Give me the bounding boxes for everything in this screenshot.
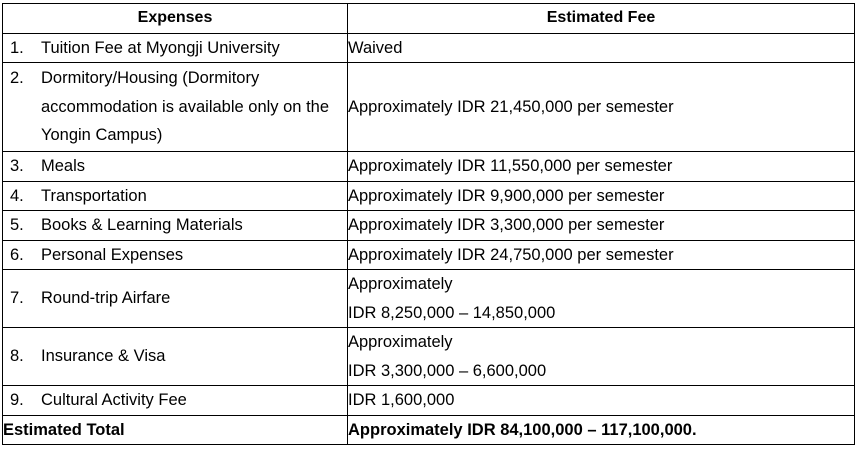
fee-line: IDR 8,250,000 – 14,850,000 [348, 303, 556, 322]
expense-cell [3, 386, 348, 416]
total-row [3, 415, 855, 445]
expense-label: Transportation [41, 186, 147, 205]
header-row [3, 4, 855, 34]
fee-line: Approximately IDR 3,300,000 per semester [348, 216, 665, 234]
expense-cell [3, 328, 348, 386]
expense-label: Dormitory/Housing (Dormitory accommodation is available only on the Yongin Campus) [41, 69, 330, 145]
fee-cell [348, 181, 855, 211]
expense-item [3, 284, 347, 313]
fee-line: IDR 1,600,000 [348, 391, 455, 409]
expense-rows [3, 33, 855, 415]
expense-label: Insurance & Visa [41, 347, 166, 366]
table-row [3, 63, 855, 152]
fee-line: Approximately IDR 9,900,000 per semester [348, 186, 665, 205]
expense-item [3, 34, 347, 63]
expense-label: Tuition Fee at Myongji University [41, 38, 280, 57]
fee-line: Waived [348, 38, 403, 57]
expense-cell [3, 240, 348, 270]
fee-line: Approximately [348, 333, 453, 351]
fee-cell [348, 63, 855, 152]
fee-cell [348, 328, 855, 386]
fee-cell [348, 33, 855, 63]
table-row [3, 386, 855, 416]
expense-item [3, 241, 347, 270]
expense-item [3, 342, 347, 371]
table-row [3, 33, 855, 63]
expense-number: 5. [10, 216, 24, 234]
expense-item [3, 64, 347, 150]
expense-label: Personal Expenses [41, 245, 184, 264]
expense-item [3, 386, 347, 415]
expense-cell [3, 270, 348, 328]
fee-cell [348, 240, 855, 270]
expense-item [3, 182, 347, 211]
expense-number: 6. [10, 245, 24, 264]
expense-number: 3. [10, 157, 24, 175]
fee-line: Approximately [348, 275, 453, 293]
header-expenses: Expenses [3, 4, 348, 34]
header-estimated-fee: Estimated Fee [348, 4, 855, 34]
expense-number: 4. [10, 186, 24, 205]
fee-cell [348, 152, 855, 182]
fee-cell [348, 270, 855, 328]
expense-label: Round-trip Airfare [41, 289, 171, 308]
table-row [3, 211, 855, 241]
expense-number: 2. [10, 69, 24, 88]
fee-line: IDR 3,300,000 – 6,600,000 [348, 361, 547, 380]
fee-cell [348, 386, 855, 416]
expenses-table [2, 3, 855, 445]
expense-item [3, 211, 347, 240]
fee-line: Approximately IDR 24,750,000 per semester [348, 245, 674, 264]
expense-label: Meals [41, 157, 86, 175]
expense-cell [3, 63, 348, 152]
expense-cell [3, 211, 348, 241]
expense-number: 8. [10, 347, 24, 366]
expense-item [3, 152, 347, 181]
expense-number: 1. [10, 38, 24, 57]
table-row [3, 328, 855, 386]
expense-number: 7. [10, 289, 24, 308]
expense-label: Cultural Activity Fee [41, 391, 187, 409]
table-row [3, 181, 855, 211]
expense-number: 9. [10, 391, 24, 409]
total-value: Approximately IDR 84,100,000 – 117,100,000. [348, 415, 855, 445]
table-row [3, 152, 855, 182]
expense-cell [3, 33, 348, 63]
fee-cell [348, 211, 855, 241]
table-row [3, 240, 855, 270]
expense-cell [3, 152, 348, 182]
table-row [3, 270, 855, 328]
total-label: Estimated Total [3, 415, 348, 445]
fee-line: Approximately IDR 11,550,000 per semester [348, 157, 673, 175]
expense-cell [3, 181, 348, 211]
fee-line: Approximately IDR 21,450,000 per semester [348, 97, 674, 116]
expense-label: Books & Learning Materials [41, 216, 243, 234]
